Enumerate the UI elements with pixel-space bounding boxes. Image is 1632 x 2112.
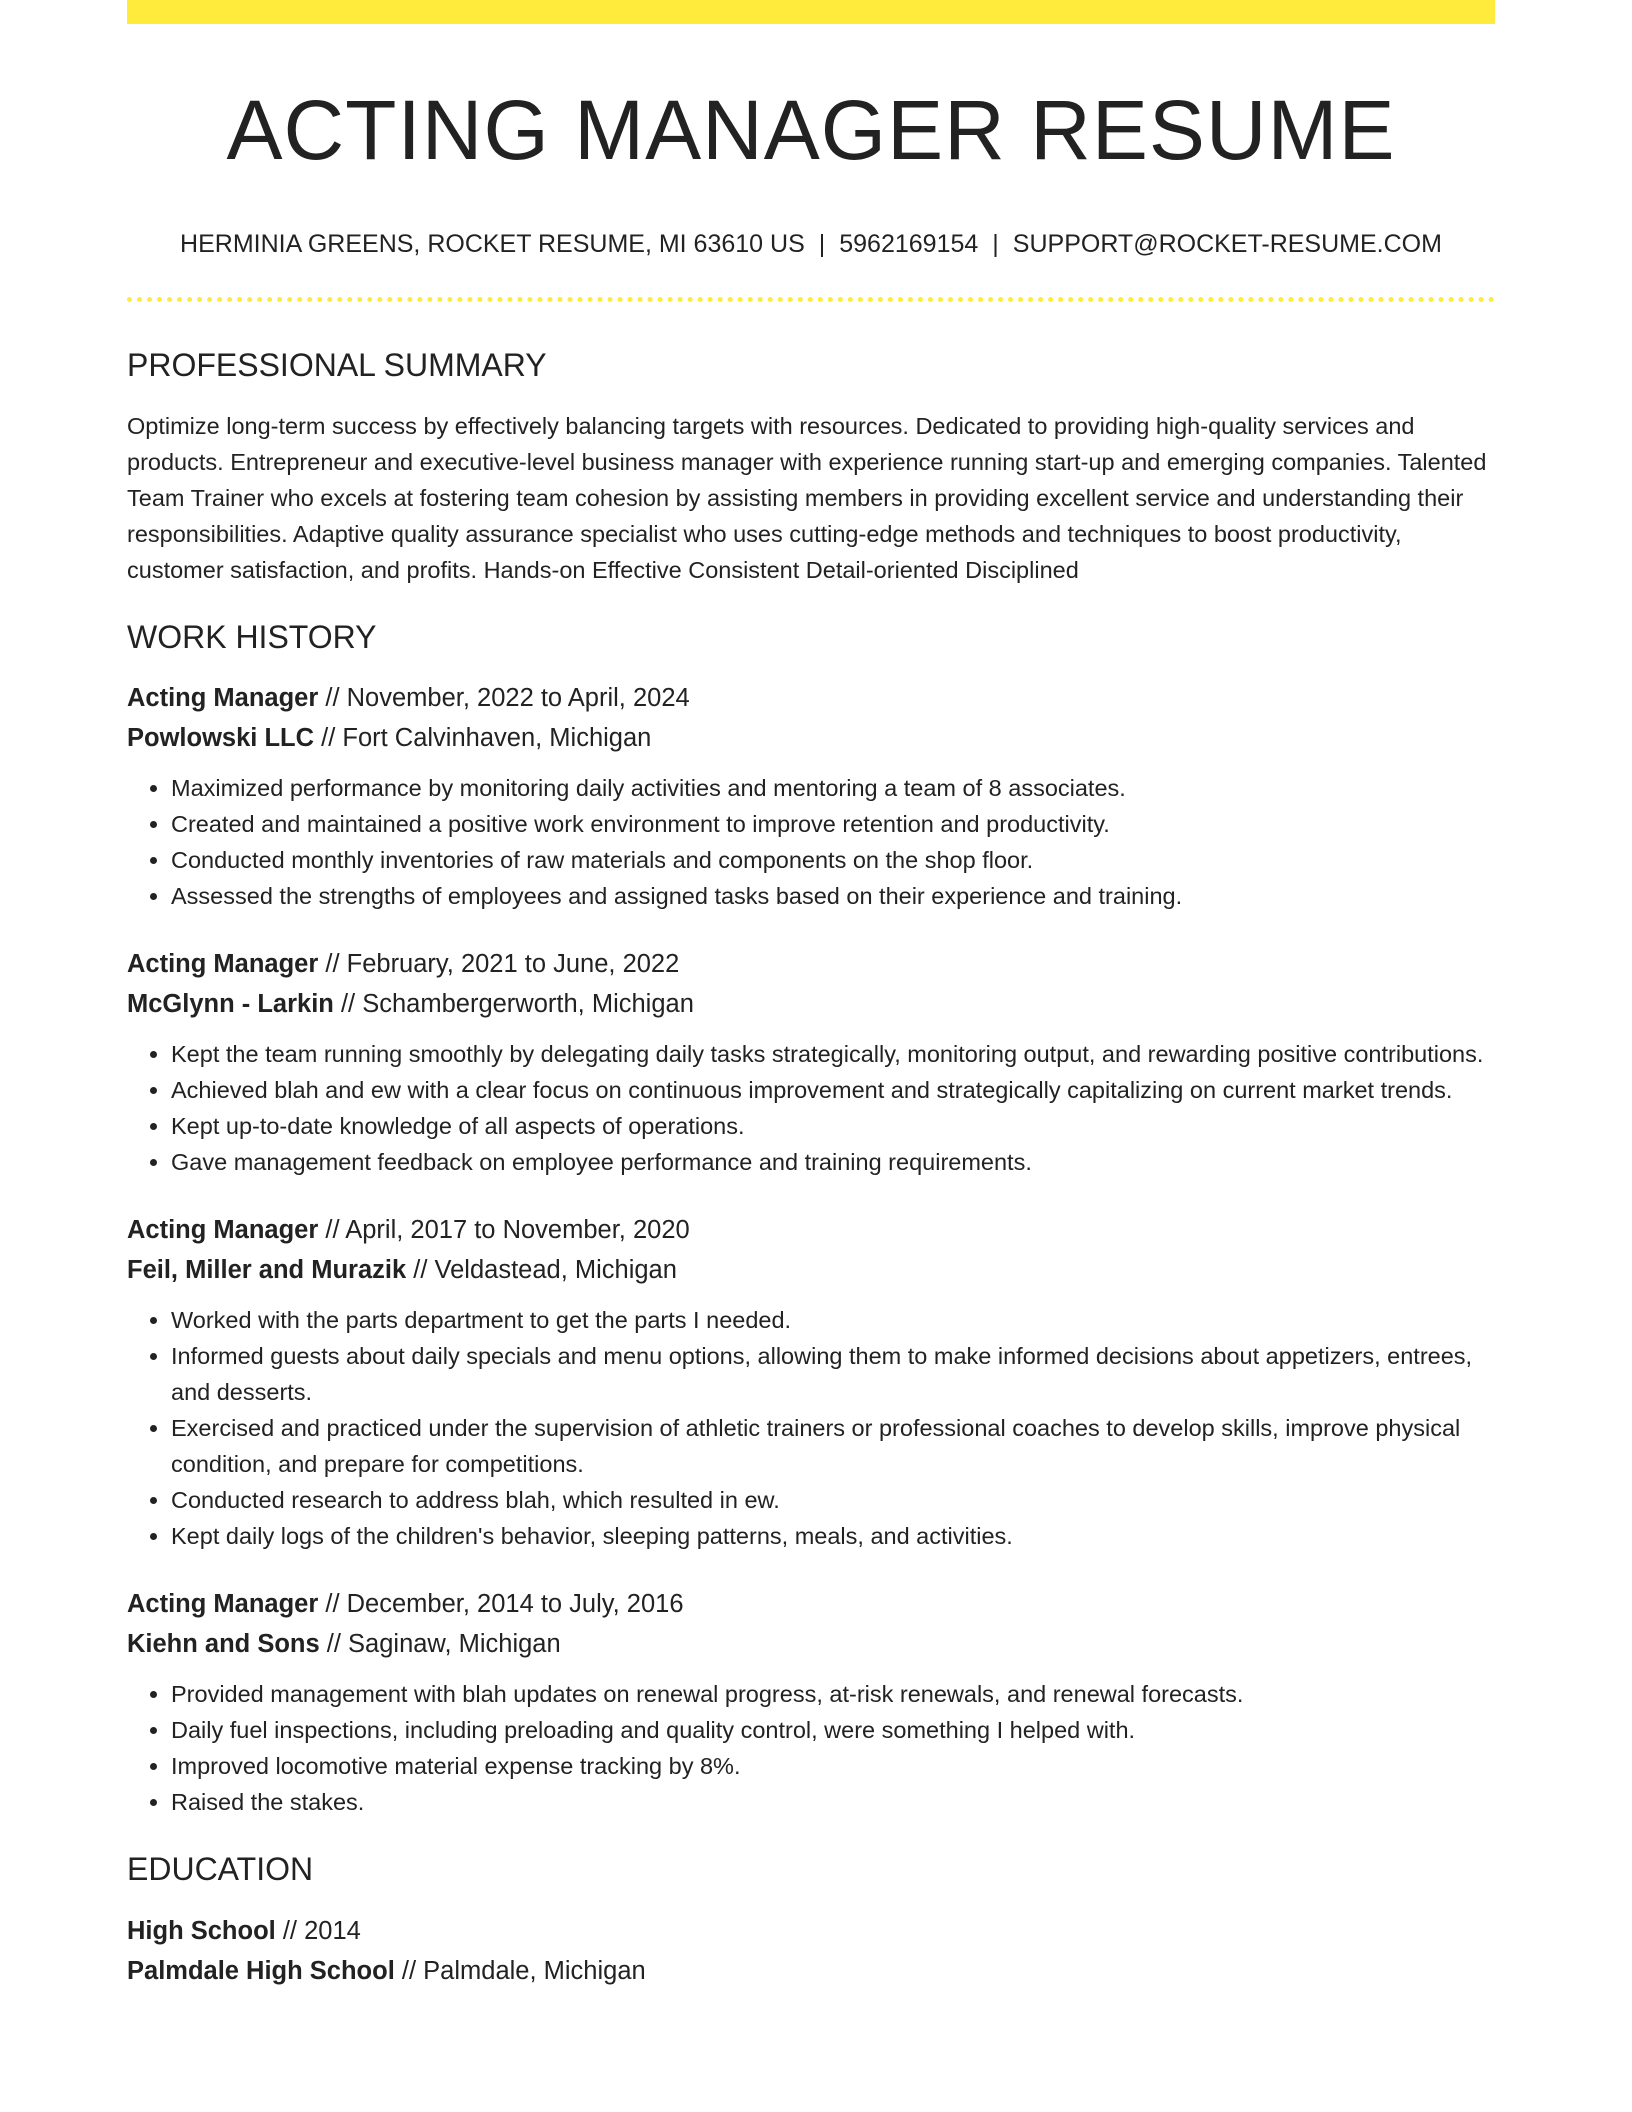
job-bullet: • Conducted monthly inventories of raw materials and components on the shop floor. [171, 842, 1495, 878]
contact-address: HERMINIA GREENS, ROCKET RESUME, MI 63610 US [180, 229, 805, 258]
contact-separator: | [818, 229, 826, 258]
job-location: // Schambergerworth, Michigan [340, 990, 694, 1019]
job-company: Kiehn and Sons [127, 1630, 320, 1659]
job-company: McGlynn - Larkin [127, 990, 334, 1019]
contact-email: SUPPORT@ROCKET-RESUME.COM [1012, 229, 1442, 258]
dotted-divider [127, 297, 1495, 302]
job-bullet: • Kept up-to-date knowledge of all aspects of operations. [171, 1108, 1495, 1144]
education-degree: High School [127, 1916, 276, 1945]
job-bullet: • Raised the stakes. [171, 1784, 1495, 1820]
resume-title: ACTING MANAGER RESUME [226, 83, 1396, 177]
job-bullets [127, 1302, 1495, 1554]
summary-heading: PROFESSIONAL SUMMARY [127, 346, 547, 383]
job-bullet: • Kept daily logs of the children's behavior, sleeping patterns, meals, and activities. [171, 1518, 1495, 1554]
job-bullets [127, 770, 1495, 914]
job-entry [127, 944, 1495, 1180]
job-title: Acting Manager [127, 1590, 319, 1619]
job-title-line [127, 678, 1495, 718]
job-company: Feil, Miller and Murazik [127, 1256, 407, 1285]
job-title-line [127, 1210, 1495, 1250]
job-bullet: • Provided management with blah updates on renewal progress, at-risk renewals, and renewal forecasts. [171, 1676, 1495, 1712]
contact-line [127, 229, 1495, 259]
job-title: Acting Manager [127, 950, 319, 979]
job-bullet: • Assessed the strengths of employees and assigned tasks based on their experience and training. [171, 878, 1495, 914]
job-location: // Fort Calvinhaven, Michigan [321, 724, 652, 753]
job-title: Acting Manager [127, 684, 319, 713]
work-history-list [127, 678, 1495, 1820]
job-bullet: • Worked with the parts department to get the parts I needed. [171, 1302, 1495, 1338]
job-bullets [127, 1676, 1495, 1820]
job-bullet: • Achieved blah and ew with a clear focus on continuous improvement and strategically capitalizing on current market trends. [171, 1072, 1495, 1108]
job-entry [127, 678, 1495, 914]
resume-page [127, 0, 1495, 1991]
job-dates: // November, 2022 to April, 2024 [325, 684, 690, 713]
education-entry [127, 1911, 1495, 1991]
job-company-line [127, 718, 1495, 758]
job-company-line [127, 984, 1495, 1024]
job-bullet: • Exercised and practiced under the supervision of athletic trainers or professional coaches to develop skills, improve physical condition, and prepare for competitions. [171, 1410, 1495, 1482]
education-location: // Palmdale, Michigan [401, 1956, 646, 1985]
job-company-line [127, 1250, 1495, 1290]
education-school-line [127, 1951, 1495, 1991]
job-title-line [127, 1584, 1495, 1624]
job-dates: // April, 2017 to November, 2020 [325, 1216, 690, 1245]
job-company-line [127, 1624, 1495, 1664]
job-location: // Veldastead, Michigan [413, 1256, 677, 1285]
job-bullet: • Informed guests about daily specials and menu options, allowing them to make informed decisions about appetizers, entrees, and desserts. [171, 1338, 1495, 1410]
job-bullets [127, 1036, 1495, 1180]
summary-text: Optimize long-term success by effectively balancing targets with resources. Dedicated to providing high-quality services and products. Entrepreneur and executive-level business manager with experience running start-up and emerging companies. Talented Team Trainer who excels at fostering team cohesion by assisting members in providing excellent service and understanding their responsibilities. Adaptive quality assurance specialist who uses cutting-edge methods and techniques to boost productivity, customer satisfaction, and profits. Hands-on Effective Consistent Detail-oriented Disciplined [127, 412, 1487, 583]
education-year: // 2014 [282, 1916, 361, 1945]
job-entry [127, 1210, 1495, 1554]
contact-phone: 5962169154 [839, 229, 979, 258]
job-bullet: • Daily fuel inspections, including preloading and quality control, were something I helped with. [171, 1712, 1495, 1748]
accent-top-bar [127, 0, 1495, 24]
education-heading: EDUCATION [127, 1851, 314, 1888]
job-bullet: • Kept the team running smoothly by delegating daily tasks strategically, monitoring output, and rewarding positive contributions. [171, 1036, 1495, 1072]
job-entry [127, 1584, 1495, 1820]
job-bullet: • Gave management feedback on employee performance and training requirements. [171, 1144, 1495, 1180]
job-dates: // December, 2014 to July, 2016 [325, 1590, 684, 1619]
contact-separator: | [992, 229, 999, 258]
job-title: Acting Manager [127, 1216, 319, 1245]
job-bullet: • Improved locomotive material expense tracking by 8%. [171, 1748, 1495, 1784]
education-school: Palmdale High School [127, 1956, 395, 1985]
job-title-line [127, 944, 1495, 984]
job-bullet: • Created and maintained a positive work environment to improve retention and productivity. [171, 806, 1495, 842]
job-location: // Saginaw, Michigan [326, 1630, 561, 1659]
job-dates: // February, 2021 to June, 2022 [325, 950, 680, 979]
work-history-heading: WORK HISTORY [127, 618, 377, 655]
job-bullet: • Conducted research to address blah, which resulted in ew. [171, 1482, 1495, 1518]
education-degree-line [127, 1911, 1495, 1951]
job-bullet: • Maximized performance by monitoring daily activities and mentoring a team of 8 associates. [171, 770, 1495, 806]
job-company: Powlowski LLC [127, 724, 315, 753]
